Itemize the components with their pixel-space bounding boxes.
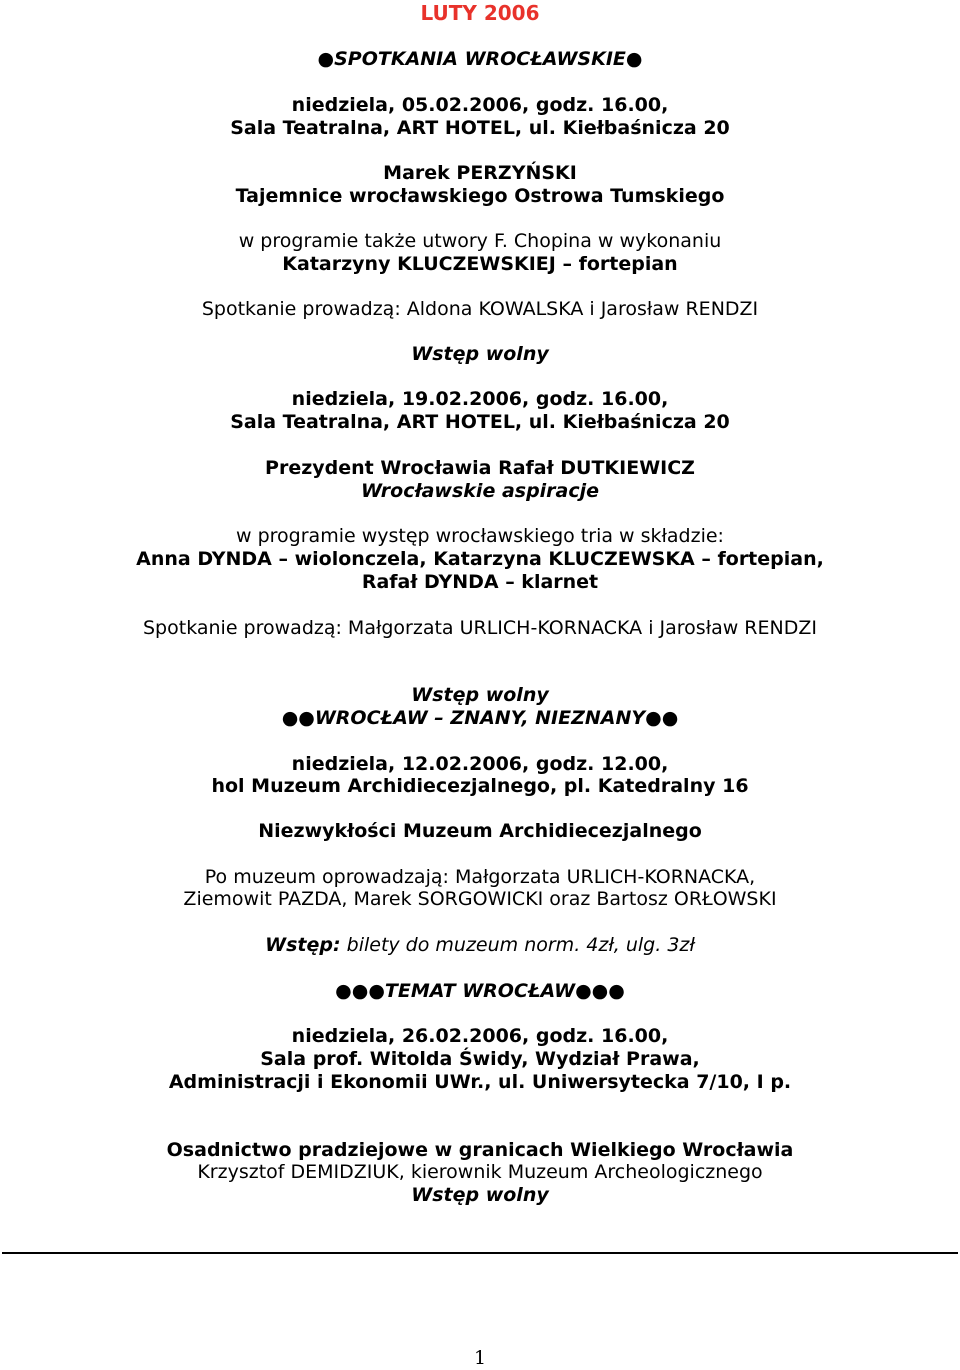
- event-program: Anna DYNDA – wiolonczela, Katarzyna KLUCZEWSKA – fortepian,: [136, 548, 824, 570]
- event-guides: Po muzeum oprowadzają: Małgorzata URLICH-KORNACKA,: [204, 866, 756, 888]
- event-topic: Wrocławskie aspiracje: [360, 480, 600, 502]
- event-date: niedziela, 26.02.2006, godz. 16.00,: [291, 1025, 669, 1047]
- event-topic: Osadnictwo pradziejowe w granicach Wielkiego Wrocławia: [166, 1139, 794, 1161]
- entry-value: bilety do muzeum norm. 4zł, ulg. 3zł: [340, 934, 695, 956]
- event-venue: Sala prof. Witolda Świdy, Wydział Prawa,: [260, 1048, 700, 1070]
- event-entry: Wstęp wolny: [411, 684, 549, 706]
- event-hosts: Spotkanie prowadzą: Małgorzata URLICH-KORNACKA i Jarosław RENDZI: [143, 617, 817, 639]
- event-program: w programie występ wrocławskiego tria w składzie:: [236, 525, 724, 547]
- event-venue: hol Muzeum Archidiecezjalnego, pl. Katedralny 16: [211, 775, 749, 797]
- event-speaker: Krzysztof DEMIDZIUK, kierownik Muzeum Archeologicznego: [197, 1161, 763, 1183]
- page-number: 1: [473, 1347, 487, 1369]
- event-program: Katarzyny KLUCZEWSKIEJ – fortepian: [282, 253, 678, 275]
- event-date: niedziela, 12.02.2006, godz. 12.00,: [291, 753, 669, 775]
- event-venue: Sala Teatralna, ART HOTEL, ul. Kiełbaśnicza 20: [230, 117, 730, 139]
- entry-label: Wstęp:: [265, 934, 341, 956]
- event-entry: [0, 934, 960, 957]
- event-date: niedziela, 19.02.2006, godz. 16.00,: [291, 388, 669, 410]
- event-program: w programie także utwory F. Chopina w wykonaniu: [238, 230, 722, 252]
- section-title-spotkania: ●SPOTKANIA WROCŁAWSKIE●: [317, 48, 643, 70]
- horizontal-rule: [2, 1252, 958, 1254]
- event-program: Rafał DYNDA – klarnet: [361, 571, 599, 593]
- section-title-znany-nieznany: ●●WROCŁAW – ZNANY, NIEZNANY●●: [281, 707, 679, 729]
- event-entry: Wstęp wolny: [411, 1184, 549, 1206]
- month-header: LUTY 2006: [420, 1, 540, 25]
- event-topic: Niezwykłości Muzeum Archidiecezjalnego: [258, 820, 702, 842]
- event-date: niedziela, 05.02.2006, godz. 16.00,: [291, 94, 669, 116]
- event-topic: Tajemnice wrocławskiego Ostrowa Tumskiego: [235, 185, 725, 207]
- section-title-temat-wroclaw: ●●●TEMAT WROCŁAW●●●: [335, 980, 625, 1002]
- event-hosts: Spotkanie prowadzą: Aldona KOWALSKA i Jarosław RENDZI: [201, 298, 759, 320]
- event-speaker: Prezydent Wrocławia Rafał DUTKIEWICZ: [265, 457, 695, 479]
- event-venue: Administracji i Ekonomii UWr., ul. Uniwersytecka 7/10, I p.: [168, 1071, 792, 1093]
- event-entry: Wstęp wolny: [411, 343, 549, 365]
- event-venue: Sala Teatralna, ART HOTEL, ul. Kiełbaśnicza 20: [230, 411, 730, 433]
- event-guides: Ziemowit PAZDA, Marek SORGOWICKI oraz Bartosz ORŁOWSKI: [183, 888, 777, 910]
- event-speaker: Marek PERZYŃSKI: [383, 162, 577, 184]
